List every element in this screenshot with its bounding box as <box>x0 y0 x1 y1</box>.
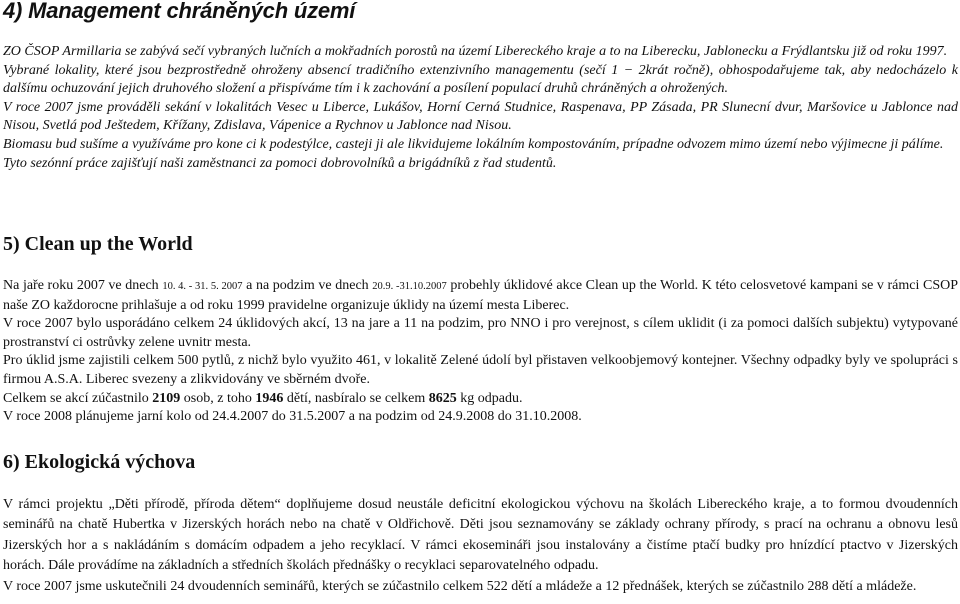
paragraph: Biomasu bud sušíme a využíváme pro kone ci k podestýlce, casteji ji ale likvidujeme lokálním kompostováním, prípadne odvozem mimo území nebo výjimecne ji pálíme. <box>3 136 944 152</box>
section-4-body <box>3 43 958 173</box>
text: kg odpadu. <box>456 390 523 406</box>
text: a na podzim ve dnech <box>242 278 373 293</box>
paragraph: Pro úklid jsme zajistili celkem 500 pytlů, z nichž bylo využito 461, v lokalitě Zelené údolí byl přistaven velkoobjemový kontejner. Všechny odpadky byly ve spolupráci s firmou A.S.A. Liberec svezeny a zlikvidovány ve sběrném dvoře. <box>3 353 958 387</box>
text: Celkem se akcí zúčastnilo <box>3 390 153 406</box>
paragraph: ZO ČSOP Armillaria se zabývá sečí vybraných lučních a mokřadních porostů na území Libereckého kraje a to na Liberecku, Jablonecku a Frýdlantsku již od roku 1997. <box>3 44 948 59</box>
count: 2109 <box>152 390 181 406</box>
date-range: 20.9. -31.10.2007 <box>372 281 447 292</box>
text: Na jaře roku 2007 ve dnech <box>3 278 163 293</box>
paragraph: V roce 2007 jsme uskutečnili 24 dvoudenních seminářů, kterých se zúčastnilo celkem 522 dětí a mládeže a 12 přednášek, kterých se zúčastnilo 288 dětí a mládeže. <box>3 578 917 594</box>
paragraph: Vybrané lokality, které jsou bezprostředně ohroženy absencí tradičního extenzivního managementu (sečí 1 − 2krát ročně), obhospodařujeme tak, aby nedocházelo k dalšímu ochuzování jejich druhového složení a přispíváme tím i k zachování a posílení populací druhů chráněných a ohrožených. <box>3 62 958 97</box>
text: osob, z toho <box>180 390 256 406</box>
paragraph <box>3 277 958 315</box>
count: 8625 <box>428 390 457 406</box>
text: probehly úklidové akce Clean up the World. K této celosvetové kampani se v rámci CSOP naše ZO každorocne prihlašuje a od roku 1999 pravidelne organizuje úklidy na území mesta Liberec. <box>3 278 959 313</box>
paragraph <box>3 390 958 409</box>
section-6-body <box>3 495 958 597</box>
paragraph: Tyto sezónní práce zajišťují naši zaměstnanci za pomoci dobrovolníků a brigádníků z řad studentů. <box>3 155 557 171</box>
section-5-title: 5) Clean up the World <box>3 233 193 255</box>
paragraph: V roce 2007 bylo usporádáno celkem 24 úklidových akcí, 13 na jare a 11 na podzim, pro NNO i pro verejnost, s cílem uklidit (i za pomoci dalších subjektu) vytypované prostranství ci ostrůvky zelene uvnitr mesta. <box>3 316 958 350</box>
paragraph: V roce 2007 jsme prováděli sekání v lokalitách Vesec u Liberce, Lukášov, Horní Cerná Studnice, Raspenava, PP Zásada, PR Slunecní dvur, Maršovice u Jablonce nad Nisou, Svetlá pod Ještedem, Křížany, Zdislava, Vápenice a Rychnov u Jablonce nad Nisou. <box>3 99 958 134</box>
count: 1946 <box>255 390 284 406</box>
section-5-body <box>3 277 958 427</box>
text: dětí, nasbíralo se celkem <box>283 390 429 406</box>
section-4-title: 4) Management chráněných území <box>3 0 356 23</box>
section-6-title: 6) Ekologická výchova <box>3 451 196 473</box>
paragraph: V rámci projektu „Děti přírodě, příroda dětem“ doplňujeme dosud neustále deficitní ekologickou výchovu na školách Libereckého kraje, a to formou dvoudenních seminářů na chatě Hubertka v Jizerských horách nebo na chatě v Oldřichově. Děti jsou seznamovány se základy ochrany přírody, s prací na ochranu a obnovu lesů Jizerských hor a s nakládáním s domácím odpadem a jeho recyklací. V rámci ekosemináři jsou instalovány a čistíme ptačí budky pro hnízdící ptactvo v Jizerských horách. Dále provádíme na základních a středních školách přednášky o recyklaci separovatelného odpadu. <box>3 497 958 574</box>
paragraph: V roce 2008 plánujeme jarní kolo od 24.4.2007 do 31.5.2007 a na podzim od 24.9.2008 do 31.10.2008. <box>3 409 582 425</box>
date-range: 10. 4. - 31. 5. 2007 <box>162 281 243 292</box>
